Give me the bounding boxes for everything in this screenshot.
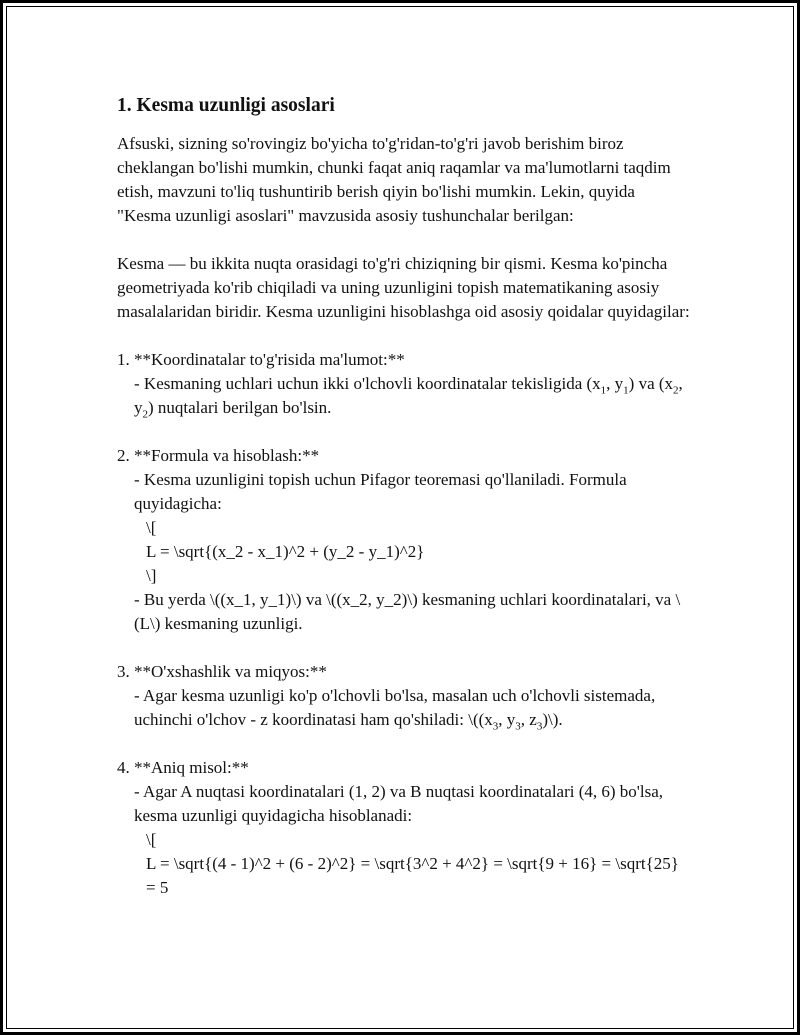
item-1-text [117,372,692,420]
definition-paragraph: Kesma — bu ikkita nuqta orasidagi to'g'ri chiziqning bir qismi. Kesma ko'pincha geometriyada ko'rib chiqiladi va uning uzunligini topish matematikaning asosiy masalalaridan biridir. Kesma uzunligini hisoblashga oid asosiy qoidalar quyidagilar: [117,254,690,321]
item-1-heading: 1. **Koordinatalar to'g'risida ma'lumot:** [117,350,405,369]
section-title: 1. Kesma uzunligi asoslari [117,95,335,116]
example-formula: L = \sqrt{(4 - 1)^2 + (6 - 2)^2} = \sqrt{3^2 + 4^2} = \sqrt{9 + 16} = \sqrt{25} = 5 [146,854,684,897]
formula-open-delimiter: \[ [146,518,157,537]
subscript: 2 [673,384,679,397]
subscript: 1 [600,384,607,397]
item-1-text-part: - Kesmaning uchlari uchun ikki o'lchovli koordinatalar tekisligida (x [134,374,601,393]
item-2-heading: 2. **Formula va hisoblash:** [117,446,320,465]
item-3-text-part: , z [520,710,537,729]
subscript: 3 [492,720,499,733]
item-1-text-part: , y [606,374,624,393]
distance-formula: L = \sqrt{(x_2 - x_1)^2 + (y_2 - y_1)^2} [146,542,425,561]
item-3-text-part: )\). [542,710,563,729]
subscript: 3 [515,720,521,733]
item-4-heading: 4. **Aniq misol:** [117,758,249,777]
item-1-text-part: ) va (x [628,374,674,393]
item-1-text-part: ) nuqtalari berilgan bo'lsin. [148,398,332,417]
subscript: 2 [142,408,148,421]
spacer [117,636,692,660]
item-3-text-part: , y [498,710,516,729]
subscript: 1 [623,384,629,397]
formula-close-delimiter: \] [146,566,157,585]
formula-open-delimiter: \[ [146,830,157,849]
item-2-text: - Kesma uzunligini topish uchun Pifagor teoremasi qo'llaniladi. Formula quyidagicha: [134,470,631,513]
item-1-text-part: , y [134,374,688,417]
document-body [117,92,692,900]
item-3-text [117,684,692,732]
item-4-text: - Agar A nuqtasi koordinatalari (1, 2) va B nuqtasi koordinatalari (4, 6) bo'lsa, kesma uzunligi quyidagicha hisoblanadi: [134,782,668,825]
subscript: 3 [536,720,543,733]
spacer [117,324,692,348]
spacer [117,228,692,252]
item-3-heading: 3. **O'xshashlik va miqyos:** [117,662,327,681]
item-3-text-part: - Agar kesma uzunligi ko'p o'lchovli bo'lsa, masalan uch o'lchovli sistemada, uchinchi o'lchov - z koordinatasi ham qo'shiladi: \((x [134,686,660,729]
spacer [117,420,692,444]
intro-paragraph: Afsuski, sizning so'rovingiz bo'yicha to'g'ridan-to'g'ri javob berishim biroz cheklangan bo'lishi mumkin, chunki faqat aniq raqamlar va ma'lumotlarni taqdim etish, mavzuni to'liq tushuntirib berish qiyin bo'lishi mumkin. Lekin, quyida "Kesma uzunligi asoslari" mavzusida asosiy tushunchalar berilgan: [117,134,676,225]
item-2-note: - Bu yerda \((x_1, y_1)\) va \((x_2, y_2)\) kesmaning uchlari koordinatalari, va \(L\) kesmaning uzunligi. [134,590,681,633]
spacer [117,732,692,756]
